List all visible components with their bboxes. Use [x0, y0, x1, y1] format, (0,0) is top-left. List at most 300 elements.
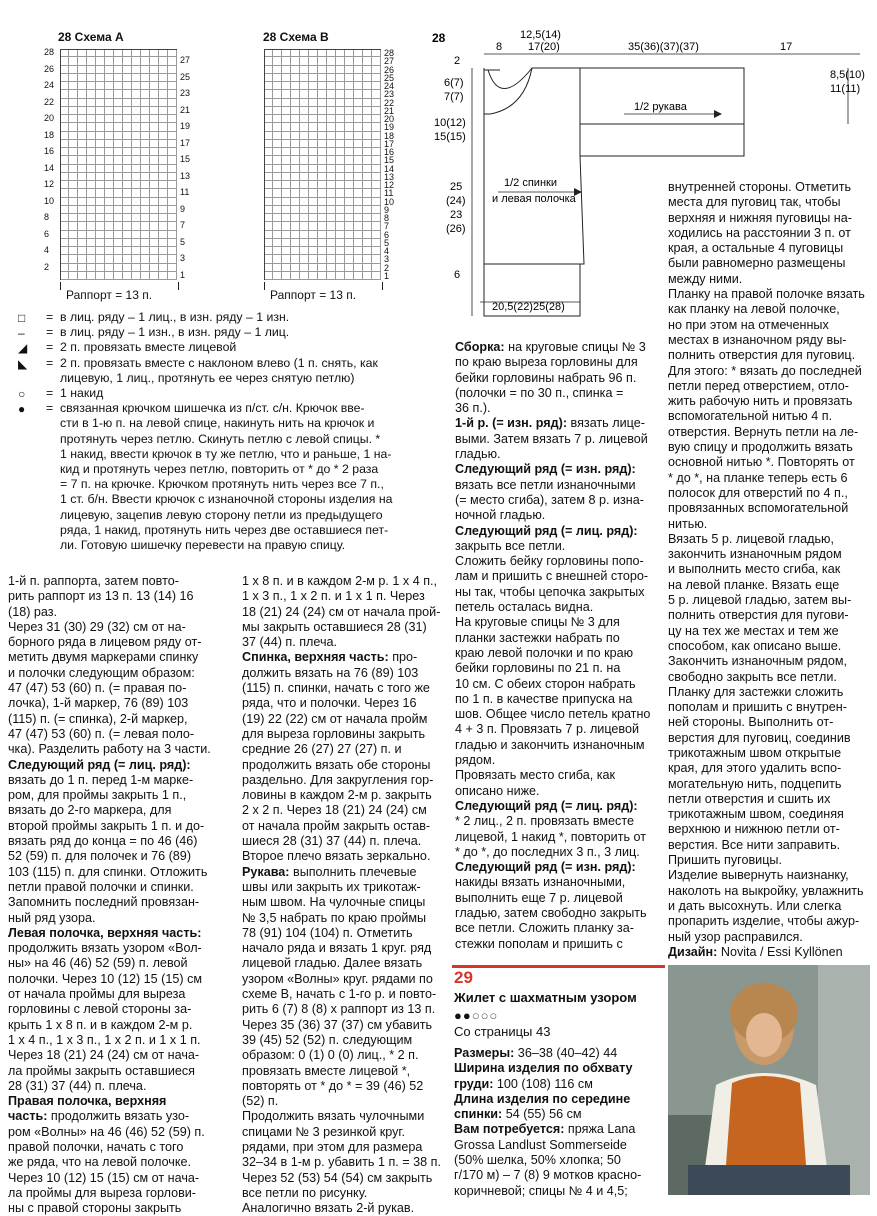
chart-b-title: 28 Схема В — [263, 30, 329, 44]
text-line: способом, как описано выше. — [668, 638, 842, 653]
text-line: 47 (47) 53 (60) п. (= левая поло- — [8, 726, 195, 741]
text-line: 2 х 2 п. Через 18 (21) 24 (24) см — [242, 803, 427, 818]
row-number: 13 — [384, 171, 395, 182]
text-line: описано ниже. — [455, 783, 540, 798]
text-line: Через 10 (12) 15 (15) см от нача- — [8, 1170, 200, 1185]
legend-text: лицевую, зацепив левую сторону петли из предыдущего — [60, 507, 383, 522]
text-line: ный ряд узора. — [8, 910, 96, 925]
row-number: 12 — [384, 180, 395, 190]
dim-left-25: 25 — [450, 181, 463, 193]
text-line: Через 52 (53) 54 (54) см закрыть — [242, 1170, 433, 1185]
text-line: ны» на 46 (46) 52 (59) п. левой — [8, 956, 188, 971]
legend-symbol-icon: ○ — [18, 387, 26, 401]
text-line: ла проймы закрыть оставшиеся — [8, 1063, 195, 1078]
text-line: 47 (47) 53 (60) п. (= правая по- — [8, 681, 187, 696]
text-line: Запомнить последний провязан- — [8, 895, 200, 910]
dim-left-24: (24) — [446, 195, 466, 207]
text-line: (19) 22 (22) см от начала пройм — [242, 711, 428, 726]
text-line: местах в изнаночном ряду вы- — [668, 332, 847, 347]
text-line: провязанных вспомогательной — [668, 501, 849, 516]
text-line: 37 (44) п. плеча. — [242, 635, 338, 650]
text-line: ночной гладью. — [455, 508, 546, 523]
text-line: для выреза горловины закрыть — [242, 726, 426, 741]
legend-text: 2 п. провязать вместе лицевой — [60, 340, 237, 355]
text-line: и выполнить место сгиба, как — [668, 562, 841, 577]
text-line: рить раппорт из 13 п. 13 (14) 16 — [8, 589, 194, 604]
text-line: 5 р. лицевой гладью, затем вы- — [668, 593, 852, 608]
text-line: * 2 лиц., 2 п. провязать вместе — [455, 814, 634, 829]
dim-left-2: 2 — [454, 55, 461, 67]
row-number: 2 — [44, 261, 50, 272]
text-line: продолжить вязать обе стороны — [242, 757, 431, 772]
legend-equals: = — [46, 325, 54, 340]
legend-text: в лиц. ряду – 1 лиц., в изн. ряду – 1 изн. — [60, 310, 290, 324]
text-line: Ширина изделия по обхвату — [454, 1061, 633, 1076]
difficulty-rating — [454, 1008, 498, 1023]
text-line: Grossa Landlust Sommerseide — [454, 1137, 627, 1152]
row-number: 11 — [180, 187, 190, 197]
dim-left-26: (26) — [446, 223, 466, 235]
text-line: гладью и закончить изнаночным — [455, 737, 645, 752]
legend-text: 1 ст. б/н. Ввести крючок с изнаночной стороны изделия на — [60, 492, 393, 507]
row-number: 14 — [44, 162, 55, 173]
row-number: 9 — [180, 203, 186, 214]
text-line: груди: 100 (108) 116 см — [454, 1076, 593, 1091]
text-line: спинки: 54 (55) 56 см — [454, 1107, 582, 1122]
text-line: (52) п. — [242, 1094, 279, 1109]
text-line: (50% шелка, 50% хлопка; 50 — [454, 1153, 621, 1168]
chart-b-raport: Раппорт = 13 п. — [270, 288, 357, 302]
text-line: все петли. Сложить планку за- — [455, 921, 634, 936]
dim-right-11: 11(11) — [830, 83, 861, 95]
vest-photo — [668, 965, 870, 1195]
text-line: Через 31 (30) 29 (32) см от на- — [8, 619, 186, 634]
text-line: были равномерно размещены — [668, 256, 846, 271]
text-line: наколоть на выкройку, увлажнить — [668, 883, 864, 898]
text-line: стежки пополам и пришить с — [455, 936, 623, 951]
item-page-ref: Со страницы 43 — [454, 1024, 551, 1039]
text-line: узором «Волны» круг. рядами по — [242, 971, 433, 986]
text-line: Провязать место сгиба, как — [455, 768, 615, 783]
row-number: 16 — [384, 147, 395, 157]
row-number: 2 — [384, 262, 390, 273]
row-number: 9 — [384, 204, 390, 215]
text-line: края, а остальные 4 пуговицы — [668, 241, 844, 256]
text-line: пополам и пришить с внутрен- — [668, 700, 847, 715]
text-line: лицевой, 1 накид *, повторить от — [455, 829, 647, 844]
row-number: 1 — [384, 270, 390, 281]
text-line: Второе плечо вязать зеркально. — [242, 849, 431, 864]
legend-text: в лиц. ряду – 1 изн., в изн. ряду – 1 лиц. — [60, 325, 290, 340]
row-number: 21 — [180, 104, 191, 115]
row-number: 10 — [384, 196, 395, 207]
legend-text: связанная крючком шишечка из п/ст. с/н. Крючок вве- — [60, 401, 365, 416]
text-line: верстия для пуговиц, соединив — [668, 730, 851, 745]
text-line: Через 35 (36) 37 (37) см убавить — [242, 1017, 433, 1032]
text-line: лочка), 1-й маркер, 76 (89) 103 — [8, 696, 189, 711]
text-line: вспомогательной нитью 4 п. — [668, 409, 833, 424]
text-line: ны с правой стороны закрыть — [8, 1201, 182, 1216]
row-number: 8 — [44, 212, 50, 222]
text-line: Для этого: * вязать до последней — [668, 363, 862, 378]
row-number: 13 — [180, 170, 191, 181]
text-line: выполнить еще 7 р. лицевой — [455, 890, 623, 905]
legend-equals: = — [46, 401, 54, 416]
text-line: все петли по рисунку. — [242, 1185, 368, 1200]
row-number: 25 — [180, 71, 191, 82]
row-number: 19 — [180, 121, 191, 131]
text-line: полнить отверстия для пугови- — [668, 608, 849, 623]
text-line: жить рабочую нить и провязать — [668, 394, 853, 409]
text-line: планки застежки набрать по — [455, 630, 620, 645]
text-line: Сложить бейку горловины попо- — [455, 554, 644, 569]
text-line: основной нитью *. Повторять от — [668, 455, 855, 470]
dim-left-6: 6(7) — [444, 77, 464, 89]
text-line: 78 (91) 104 (104) п. Отметить — [242, 925, 413, 940]
text-line: и полочки следующим образом: — [8, 665, 195, 680]
text-line: швы или закрыть их трикотаж- — [242, 879, 421, 894]
legend-text: лицевую, 1 лиц., протянуть ее через снятую петлю) — [60, 370, 355, 385]
dim-top-17r: 17 — [780, 41, 793, 53]
row-number: 27 — [180, 55, 191, 65]
text-line: полосок для отверстий по 4 п., — [668, 485, 848, 500]
row-number: 24 — [44, 80, 55, 90]
row-number: 6 — [384, 229, 390, 240]
text-line: рядами, при этом для размера — [242, 1139, 423, 1154]
text-line: чка). Разделить работу на 3 части. — [8, 742, 211, 757]
text-line: Пришить пуговицы. — [668, 853, 782, 868]
text-line: крыть 1 х 8 п. и в каждом 2-м р. — [8, 1017, 193, 1032]
row-number: 20 — [44, 113, 55, 123]
legend-text: 2 п. провязать вместе с наклоном влево (1 п. снять, как — [60, 355, 378, 370]
text-line: петли перед отверстием, отло- — [668, 378, 849, 393]
symbol-legend — [0, 310, 440, 560]
text-line: № 3,5 набрать по краю проймы — [242, 910, 427, 925]
text-line: Длина изделия по середине — [454, 1091, 631, 1106]
row-number: 5 — [384, 237, 390, 248]
dim-right-8: 8,5(10) — [830, 69, 865, 81]
legend-symbol-icon: – — [18, 326, 25, 341]
section-divider — [452, 965, 665, 968]
chart-a-raport-bracket — [60, 282, 179, 290]
text-line: Следующий ряд (= изн. ряд): — [455, 860, 636, 875]
legend-text: ряда, 1 накид, протянуть нить через две оставшиеся пет- — [60, 522, 389, 537]
chart-a-raport: Раппорт = 13 п. — [66, 288, 153, 302]
row-number: 25 — [384, 72, 395, 83]
legend-symbol-icon: ◢ — [18, 341, 28, 356]
row-number: 22 — [384, 97, 395, 108]
text-line: Закончить изнаночным рядом, — [668, 654, 848, 669]
text-line: верхнюю и нижнюю петли от- — [668, 822, 840, 837]
row-number: 17 — [180, 137, 191, 148]
text-line: но при этом на отмеченных — [668, 317, 829, 332]
text-line: Следующий ряд (= лиц. ряд): — [8, 757, 191, 772]
text-line: пропарить изделие, чтобы ажур- — [668, 914, 860, 929]
text-line: гладью, затем свободно закрыть — [455, 905, 647, 920]
text-line: рядом. — [455, 753, 496, 768]
dim-bottom: 20,5(22)25(28) — [492, 301, 565, 313]
text-line: верхняя и нижняя пуговицы на- — [668, 210, 852, 225]
text-line: горловины с левой стороны за- — [8, 1002, 192, 1017]
legend-text: = 7 п. на крючке. Крючком протянуть нить через все 7 п., — [60, 477, 384, 492]
text-line: выми. Затем вязать 7 р. лицевой — [455, 431, 648, 446]
legend-equals: = — [46, 355, 54, 370]
text-line: цу на тех же местах и тем же — [668, 623, 839, 638]
text-line: * до *, на планке теперь есть 6 — [668, 470, 848, 485]
text-line: часть: продолжить вязать узо- — [8, 1109, 190, 1124]
row-number: 5 — [180, 236, 186, 247]
text-line: и дать высохнуть. Или слегка — [668, 898, 842, 913]
text-line: петли правой полочки и спинки. — [8, 879, 194, 894]
text-line: должить вязать на 76 (89) 103 — [242, 665, 419, 680]
text-line: мы закрыть оставшиеся 28 (31) — [242, 619, 427, 634]
text-line: продолжить вязать узором «Вол- — [8, 941, 202, 956]
row-number: 14 — [384, 163, 395, 174]
text-line: ным швом. На чулочные спицы — [242, 895, 426, 910]
text-line: 52 (59) п. для полочек и 76 (89) — [8, 849, 192, 864]
row-number: 18 — [44, 129, 55, 140]
photo-illustration — [668, 965, 870, 1195]
chart-a-grid — [60, 49, 177, 280]
text-line: схеме В, начать с 1-го р. и повто- — [242, 987, 437, 1002]
row-number: 23 — [180, 88, 191, 98]
legend-text: протянуть через петлю. Скинуть петлю с левой спицы. * — [60, 431, 381, 446]
text-line: (115) п. спинки, начать с того же — [242, 681, 430, 696]
row-number: 16 — [44, 146, 55, 156]
row-number: 21 — [384, 105, 395, 116]
legend-symbol-icon: ◣ — [18, 356, 28, 371]
text-line: же ряда, что на левой полочке. — [8, 1155, 192, 1170]
text-line: вую спицу и продолжить вязать — [668, 440, 853, 455]
dim-left-15: 15(15) — [434, 131, 466, 143]
text-line: Сборка: на круговые спицы № 3 — [455, 340, 646, 354]
text-line: раздельно. Для закругления гор- — [242, 772, 434, 787]
row-number: 19 — [384, 122, 395, 133]
grid-frame — [264, 49, 381, 280]
text-line: Изделие вывернуть наизнанку, — [668, 868, 849, 883]
text-line: лицевой гладью. Далее вязать — [242, 956, 423, 971]
text-line: трикотажным швом открытые — [668, 745, 842, 760]
text-line: гладью. — [455, 447, 501, 462]
text-line: 28 (31) 37 (44) п. плеча. — [8, 1078, 147, 1093]
dim-top-17: 17(20) — [528, 41, 560, 53]
text-line: Продолжить вязать чулочными — [242, 1109, 425, 1124]
text-line: повторять от * до * = 39 (46) 52 — [242, 1078, 424, 1093]
text-line: ны так, чтобы цепочка закрытых — [455, 584, 645, 599]
row-number: 26 — [384, 64, 395, 75]
text-line: второй проймы закрыть 1 п. и до- — [8, 818, 205, 833]
chart-b-grid — [264, 49, 381, 280]
text-line: Через 18 (21) 24 (24) см от нача- — [8, 1048, 200, 1063]
legend-text: ли. Готовую шишечку перевести на правую спицу. — [60, 538, 346, 552]
text-line: 4 + 3 п. Провязать 7 р. лицевой — [455, 722, 639, 737]
row-number: 15 — [384, 155, 395, 166]
dim-left-23: 23 — [450, 209, 463, 221]
text-line: бейки горловины набрать 96 п. — [455, 370, 637, 385]
difficulty-dot-filled: ●● — [454, 1008, 472, 1023]
legend-equals: = — [46, 310, 54, 324]
text-line: (полочки = по 30 п., спинка = — [455, 385, 624, 400]
dim-left-7: 7(7) — [444, 91, 464, 103]
text-line: Аналогично вязать 2-й рукав. — [242, 1201, 415, 1216]
text-line: (115) п. (= спинка), 2-й маркер, — [8, 711, 188, 726]
row-number: 23 — [384, 89, 395, 100]
dim-top-12: 12,5(14) — [520, 29, 561, 41]
legend-equals: = — [46, 340, 54, 355]
text-line: вязать ряд до конца = по 46 (46) — [8, 834, 198, 849]
text-line: 1 х 4 п., 1 х 3 п., 1 х 2 п. и 1 х 1 п. — [8, 1032, 201, 1047]
legend-text: 1 накид — [60, 386, 104, 400]
item-specs — [454, 1046, 664, 1199]
text-line: 103 (115) п. для спинки. Отложить — [8, 864, 208, 879]
text-line: петли отверстия и сшить их — [668, 791, 831, 806]
text-line: нитью. — [668, 516, 708, 531]
text-line: свободно закрыть все петли. — [668, 669, 837, 684]
body-label-1: 1/2 спинки — [504, 177, 557, 189]
text-line: Рукава: выполнить плечевые — [242, 864, 417, 879]
row-number: 15 — [180, 154, 191, 164]
legend-text: 1 накид, ввести крючок в ту же петлю, что и раньше, 1 на- — [60, 446, 392, 461]
text-line: Планку для застежки сложить — [668, 684, 844, 699]
row-number: 28 — [44, 47, 55, 57]
text-line: между ними. — [668, 271, 743, 286]
text-line: вязать все петли изнаночными — [455, 477, 636, 492]
text-line: образом: 0 (1) 0 (0) лиц., * 2 п. — [242, 1048, 419, 1063]
row-number: 7 — [180, 220, 186, 230]
text-line: края, для этого удалить вспо- — [668, 761, 842, 776]
text-column-3 — [455, 340, 665, 952]
text-line: по краю выреза горловины для — [455, 355, 638, 370]
row-number: 27 — [384, 56, 395, 67]
row-number: 11 — [384, 188, 394, 199]
row-number: 18 — [384, 130, 395, 141]
text-line: начало ряда и вязать 1 круг. ряд — [242, 941, 432, 956]
text-line: г/170 м) – 7 (8) 9 мотков красно- — [454, 1168, 642, 1183]
row-number: 12 — [44, 179, 55, 189]
text-line: спицами № 3 резинкой круг. — [242, 1124, 405, 1139]
text-line: Планку на правой полочке вязать — [668, 287, 865, 302]
row-number: 24 — [384, 81, 395, 91]
row-number: 4 — [44, 245, 50, 255]
text-line: бейки горловины по 21 п. на — [455, 661, 621, 676]
text-line: ный узор расправился. — [668, 929, 803, 944]
text-line: 39 (45) 52 (52) п. следующим — [242, 1032, 413, 1047]
text-line: полнить отверстия для пуговиц. — [668, 348, 856, 363]
difficulty-dot-empty: ○○○ — [471, 1008, 499, 1023]
row-number: 4 — [384, 246, 390, 256]
text-line: 10 см. С обеих сторон набрать — [455, 676, 636, 691]
text-line: полочки. Через 10 (12) 15 (15) см — [8, 971, 203, 986]
legend-equals: = — [46, 386, 54, 400]
legend-text: кид и протянуть через петлю, повторить от * до * 2 раза — [60, 462, 379, 476]
text-line: краю левой полочки и по краю — [455, 645, 634, 660]
grid-frame — [60, 49, 177, 280]
row-number: 1 — [180, 269, 186, 280]
row-number: 6 — [44, 228, 50, 239]
text-line: места для пуговиц так, чтобы — [668, 195, 841, 210]
text-line: от начала проймы для выреза — [8, 987, 186, 1002]
dim-top-8: 8 — [496, 41, 503, 53]
schematic-label: 28 — [432, 31, 446, 45]
text-line: Вязать 5 р. лицевой гладью, — [668, 531, 834, 546]
text-line: могательную нить, подцепить — [668, 776, 842, 791]
text-line: вязать до 2-го маркера, для — [8, 803, 172, 818]
text-line: (18) раз. — [8, 604, 58, 619]
text-line: шиеся 28 (31) 37 (44) п. плеча. — [242, 834, 422, 849]
text-line: * до *, до последних 3 п., 3 лиц. — [455, 844, 640, 859]
text-column-1 — [8, 574, 236, 1216]
text-line: 1 х 3 п., 1 х 2 п. и 1 х 1 п. Через — [242, 589, 425, 604]
text-line: 1-й р. (= изн. ряд): вязать лице- — [455, 416, 645, 431]
text-line: 18 (21) 24 (24) см от начала прой- — [242, 604, 441, 619]
text-line: Следующий ряд (= изн. ряд): — [455, 462, 636, 477]
text-line: вязать до 1 п. перед 1-м марке- — [8, 772, 194, 787]
text-line: провязать вместе лицевой *, — [242, 1063, 411, 1078]
sleeve-label: 1/2 рукава — [634, 101, 687, 113]
legend-symbol-icon: ● — [18, 402, 26, 417]
text-line: 32–34 в 1-м р. убавить 1 п. = 38 п. — [242, 1155, 441, 1170]
text-line: накиды вязать изнаночными, — [455, 875, 626, 890]
text-line: 36 п.). — [455, 401, 491, 416]
text-line: ней стороны. Выполнить от- — [668, 715, 834, 730]
text-line: 1-й п. раппорта, затем повто- — [8, 574, 179, 588]
chart-b-raport-bracket — [264, 282, 383, 290]
text-line: Размеры: 36–38 (40–42) 44 — [454, 1046, 618, 1060]
text-column-4 — [668, 180, 873, 960]
text-line: правой полочки, начать с того — [8, 1139, 184, 1154]
row-number: 22 — [44, 96, 55, 107]
row-number: 3 — [384, 254, 390, 265]
text-line: Дизайн: Novita / Essi Kyllönen — [668, 944, 843, 959]
text-line: (= место сгиба), затем 8 р. изна- — [455, 492, 644, 507]
text-line: на левой планке. Вязать еще — [668, 577, 840, 592]
text-line: ром «Волны» на 46 (46) 52 (59) п. — [8, 1124, 205, 1139]
text-line: ла проймы для выреза горлови- — [8, 1185, 196, 1200]
row-number: 17 — [384, 138, 395, 149]
text-line: Следующий ряд (= лиц. ряд): — [455, 798, 638, 813]
dim-left-6b: 6 — [454, 269, 461, 281]
row-number: 26 — [44, 63, 55, 74]
text-line: рить 6 (7) 8 (8) х раппорт из 13 п. — [242, 1002, 436, 1017]
row-number: 28 — [384, 48, 395, 58]
text-line: закончить изнаночным рядом — [668, 547, 842, 562]
text-line: Следующий ряд (= лиц. ряд): — [455, 523, 638, 538]
text-line: ряда, что и полочки. Через 16 — [242, 696, 417, 711]
dim-left-10: 10(12) — [434, 117, 466, 129]
text-line: шов. Общее число петель кратно — [455, 707, 651, 722]
row-number: 20 — [384, 114, 395, 124]
legend-symbol-icon: □ — [18, 311, 26, 325]
text-line: метить двумя маркерами спинку — [8, 650, 199, 665]
text-line: ловины в каждом 2-м р. закрыть — [242, 788, 432, 803]
text-line: закрыть все петли. — [455, 538, 566, 553]
text-line: Вам потребуется: пряжа Lana — [454, 1122, 636, 1137]
text-line: 1 х 8 п. и в каждом 2-м р. 1 х 4 п., — [242, 574, 438, 588]
text-line: Правая полочка, верхняя — [8, 1094, 167, 1109]
row-number: 3 — [180, 253, 186, 263]
text-line: ром, для проймы закрыть 1 п., — [8, 788, 187, 803]
text-line: коричневой; спицы № 4 и 4,5; — [454, 1183, 628, 1198]
text-line: по 1 п. в качестве припуска на — [455, 691, 633, 706]
text-line: Спинка, верхняя часть: про- — [242, 650, 418, 665]
text-line: ходились на расстоянии 3 п. от — [668, 225, 851, 240]
text-line: от начала пройм закрыть остав- — [242, 818, 431, 833]
text-line: отверстия. Вернуть петли на ле- — [668, 424, 859, 439]
legend-text: сти в 1-ю п. на левой спице, накинуть нить на крючок и — [60, 416, 375, 431]
row-number: 10 — [44, 195, 55, 206]
text-line: На круговые спицы № 3 для — [455, 615, 620, 630]
text-line: петель осталась видна. — [455, 600, 594, 615]
